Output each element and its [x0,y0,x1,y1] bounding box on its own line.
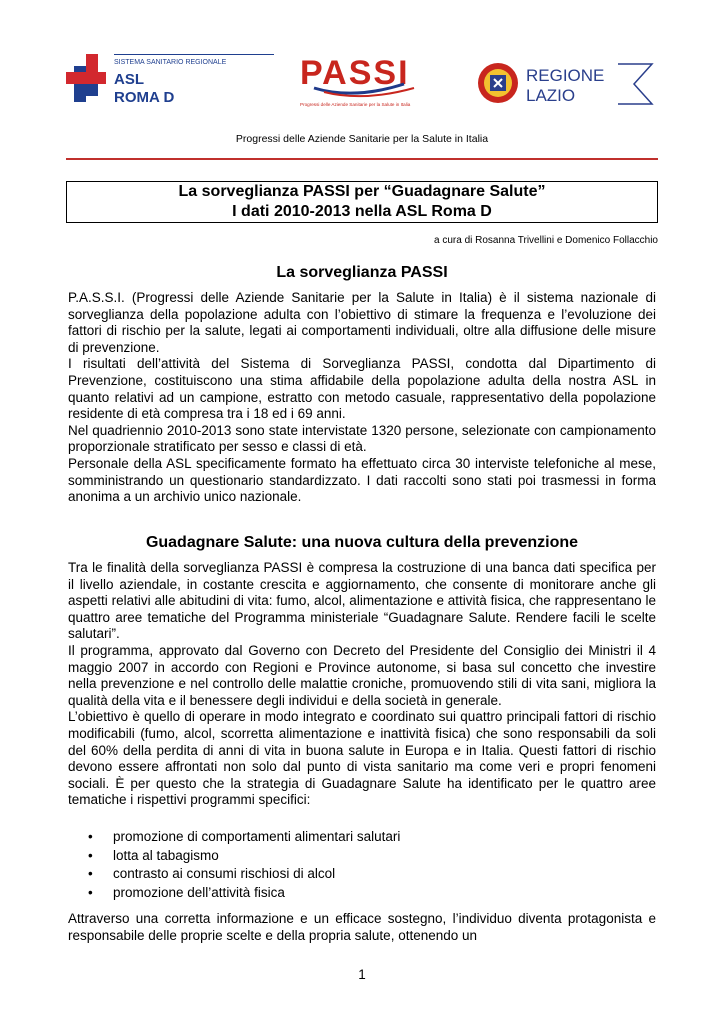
title-line-1: La sorveglianza PASSI per “Guadagnare Salute” [178,183,546,200]
paragraph: Personale della ASL specificamente formato ha effettuato circa 30 interviste telefoniche al mese, somministrando un questionario standardizzato. I dati raccolti sono stati poi trasmessi in forma anonima a un archivio unico nazionale. [68,455,656,505]
paragraph: I risultati dell’attività del Sistema di Sorveglianza PASSI, condotta dal Dipartimento di Prevenzione, costituiscono una stima affidabile della popolazione adulta della nostra ASL in quanto relativi ad un campione, estratto con metodo casuale, rappresentativo della popolazione residente di età compresa tra i 18 ed i 69 anni. [68,356,656,422]
section-heading-guadagnare: Guadagnare Salute: una nuova cultura della prevenzione [145,534,579,551]
passi-logo [294,44,454,116]
regione-lazio-logo [476,58,658,108]
program-list [88,828,648,902]
list-item: • promozione di comportamenti alimentari salutari [88,828,648,847]
header-subtitle: Progressi delle Aziende Sanitarie per la Salute in Italia [235,133,489,145]
header-divider [66,158,658,160]
credits: a cura di Rosanna Trivellini e Domenico Follacchio [434,235,658,246]
paragraph: Il programma, approvato dal Governo con Decreto del Presidente del Consiglio dei Ministri il 4 maggio 2007 in accordo con Regioni e Province autonome, si basa sul concetto che investire nella prevenzione e nel controllo delle malattie croniche, promuovendo stili di vita sani, migliora la qualità della vita e il benessere degli individui e della società in generale. [68,642,656,708]
section-heading-passi: La sorveglianza PASSI [276,264,448,281]
paragraph: P.A.S.S.I. (Progressi delle Aziende Sanitarie per la Salute in Italia) è il sistema nazionale di sorveglianza della popolazione adulta con l’obiettivo di stimare la frequenza e l’evoluzione dei fattori di rischio per la salute, legati ai comportamenti individuali, oltre alla diffusione delle misure di prevenzione. [68,290,656,355]
title-line-2: I dati 2010-2013 nella ASL Roma D [232,203,492,220]
title-box [66,181,658,223]
asl-logo-line2: ASL [114,71,144,88]
passi-logo-word: PASSI [300,54,410,92]
asl-logo-line1: SISTEMA SANITARIO REGIONALE [114,59,227,66]
logo-bar [66,44,658,116]
page-number: 1 [358,967,366,982]
list-item: • contrasto ai consumi rischiosi di alcol [88,865,648,884]
section-body-passi [68,290,656,506]
asl-roma-d-logo [66,44,280,116]
passi-logo-tagline: Progressi delle Aziende Sanitarie per la Salute in Italia [300,102,411,107]
regione-logo-line1: REGIONE [526,66,605,85]
list-item: • promozione dell’attività fisica [88,884,648,903]
regione-logo-line2: LAZIO [526,86,576,105]
section-body-guadagnare [68,560,656,809]
asl-logo-line3: ROMA D [114,89,175,106]
closing-paragraph: Attraverso una corretta informazione e un efficace sostegno, l’individuo diventa protagonista e responsabile delle proprie scelte e della propria salute, ottenendo un [68,911,656,943]
list-item: • lotta al tabagismo [88,847,648,866]
paragraph: L’obiettivo è quello di operare in modo integrato e coordinato sui quattro principali fattori di rischio modificabili (fumo, alcol, scorretta alimentazione e inattività fisica) che sono responsabili da soli del 60% della perdita di anni di vita in buona salute in Europa e in Italia. Questi fattori di rischio devono essere affrontati non solo dal punto di vista sanitario ma come veri e propri fenomeni sociali. È per questo che la strategia di Guadagnare Salute ha identificato per le quattro aree tematiche i rispettivi programmi specifici: [68,709,656,808]
paragraph: Tra le finalità della sorveglianza PASSI è compresa la costruzione di una banca dati specifica per il livello aziendale, in costante crescita e aggiornamento, che consente di monitorare anche gli aspetti relativi alle abitudini di vita: fumo, alcol, alimentazione e attività fisica, che rappresentano le quattro aree tematiche del Programma ministeriale “Guadagnare Salute. Rendere facili le scelte salutari”. [68,560,656,642]
paragraph: Nel quadriennio 2010-2013 sono state intervistate 1320 persone, selezionate con campionamento proporzionale stratificato per sesso e classi di età. [68,422,656,455]
